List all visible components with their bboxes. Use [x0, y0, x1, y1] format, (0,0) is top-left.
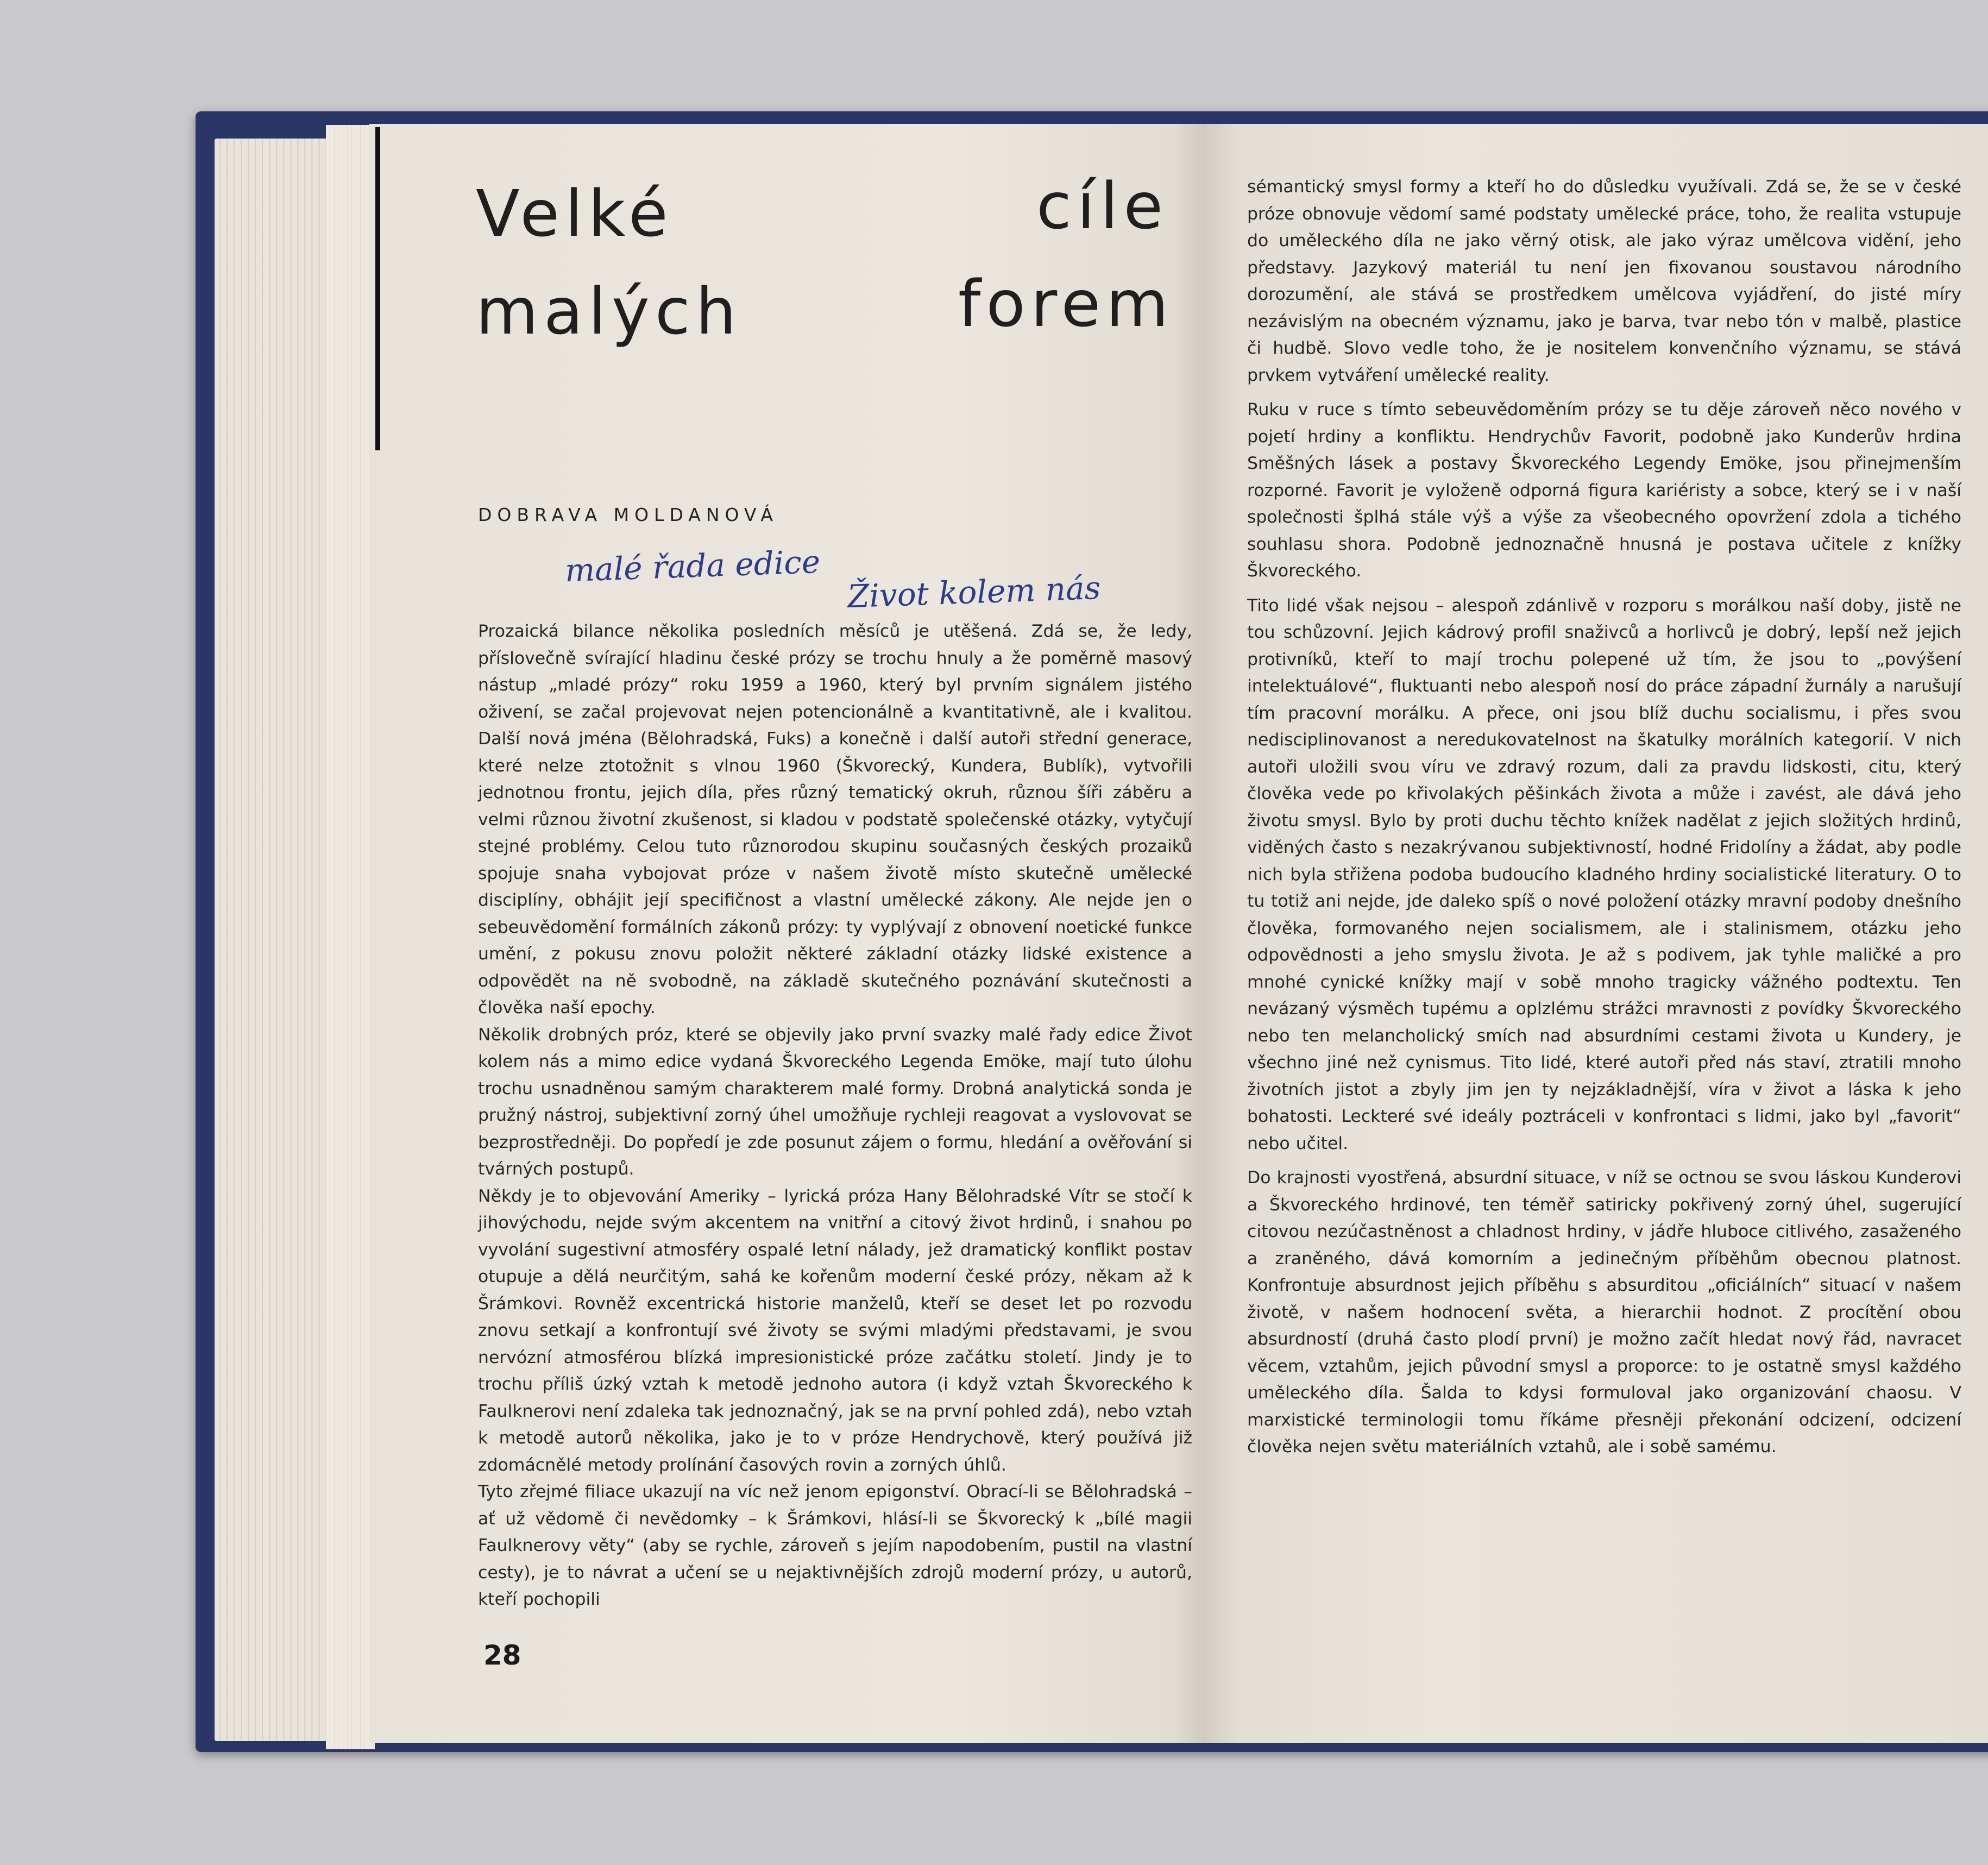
- left-page: [369, 124, 1206, 1743]
- page-number: 28: [483, 1640, 521, 1671]
- left-paragraph-2: Několik drobných próz, které se objevily jako první svazky malé řady edice Život kolem nás a mimo edice vydaná Škvoreckého Legenda Emöke, mají tuto úlohu trochu usnadněnou samým charakterem malé formy. Drobná analytická sonda je pružný nástroj, subjektivní zorný úhel umožňuje rychleji reagovat a vyslovovat se bezprostředněji. Do popředí je zde posunut zájem o formu, hledání a ověřování si tvárných postupů.: [478, 1025, 1192, 1179]
- left-column: [478, 618, 1192, 1613]
- right-paragraph-2: Ruku v ruce s tímto sebeuvědoměním prózy se tu děje zároveň něco nového v pojetí hrdiny a konfliktu. Hendrychův Favorit, podobně jako Kunderův hrdina Směšných lásek a postavy Škvoreckého Legendy Emöke, jsou přinejmenším rozporné. Favorit je vyloženě odporná figura kariéristy a sobce, který se i v naší společnosti šplhá stále výš a výše za všeobecného opovržení zdola a tichého souhlasu shora. Podobně jednoznačně hnusná je postava učitele z knížky Škvoreckého.: [1247, 400, 1961, 581]
- title-rule: [375, 127, 380, 450]
- title-word-malych: malých: [476, 274, 742, 349]
- right-column: [1247, 174, 1961, 1461]
- left-paragraph-3: Někdy je to objevování Ameriky – lyrická próza Hany Bělohradské Vítr se stočí k jihovýchodu, nejde svým akcentem na vnitřní a citový život hrdinů, i snahou po vyvolání sugestivní atmosféry ospalé letní nálady, jež dramatický konflikt postav otupuje a dělá neurčitým, sahá ke kořenům moderní české prózy, někam až k Šrámkovi. Rovněž excentrická historie manželů, kteří se deset let po rozvodu znovu setkají a konfrontují své životy se svými mladými představami, je svou nervózní atmosférou blízká impresionistické próze začátku století. Jindy je to trochu příliš úzký vztah k metodě jednoho autora (i když vztah Škvoreckého k Faulknerovi není zdaleka tak jednoznačný, jak se na první pohled zdá), nebo vztah k metodě autorů několika, jako je to v próze Hendrychově, který používá již zdomácnělé metody prolínání časových rovin a zorných úhlů.: [478, 1186, 1192, 1475]
- handwritten-note-line1: malé řada edice: [564, 543, 821, 589]
- title-word-velke: Velké: [476, 176, 674, 251]
- author-name: DOBRAVA MOLDANOVÁ: [478, 504, 778, 525]
- right-paragraph-3: Tito lidé však nejsou – alespoň zdánlivě v rozporu s morálkou naší doby, jistě ne tou schůzovní. Jejich kádrový profil snaživců a horlivců je dobrý, lepší než jejich protivníků, kteří to mají trochu polepené už tím, že jsou to „povýšení intelektuálové“, fluktuanti nebo alespoň nosí do práce západní žurnály a narušují tím pracovní morálku. A přece, oni jsou blíž duchu socialismu, i přes svou nedisciplinovanost a neredukovatelnost na škatulky morálních kategorií. V nich autoři uložili svou víru ve zdravý rozum, dali za pravdu lidskosti, citu, který člověka vede po křivolakých pěšinkách života a může i zavést, ale dává jeho životu smysl. Bylo by proti duchu těchto knížek nadělat z jejich složitých hrdinů, viděných často s nezakrývanou subjektivností, hodné Fridolíny a žádat, aby podle nich byla střižena podoba budoucího kladného hrdiny socialistické literatury. O to tu totiž ani nejde, jde daleko spíš o nové položení otázky mravní podoby dnešního člověka, formovaného nejen socialismem, ale i stalinismem, otázku jeho odpovědnosti a jeho smyslu života. Je až s podivem, jak tyhle maličké a pro mnohé cynické knížky mají v sobě mnoho tragicky vážného podtextu. Ten nevázaný výsměch tupému a oplzlému strážci mravnosti z povídky Škvoreckého nebo ten melancholický smích nad absurdními cestami života u Kundery, je všechno jiné než cynismus. Tito lidé, které autoři před nás staví, ztratili mnoho životních jistot a zbyly jim jen ty nejzákladnější, víra v život a láska k jeho bohatosti. Leckteré své ideály poztráceli v konfrontaci s lidmi, jako byl „favorit“ nebo učitel.: [1247, 595, 1961, 1153]
- title-word-cile: cíle: [1036, 168, 1169, 243]
- page-edges-inner: [326, 125, 375, 1749]
- right-paragraph-1: sémantický smysl formy a kteří ho do důsledku využívali. Zdá se, že se v české próze obnovuje vědomí samé podstaty umělecké práce, toho, že realita vstupuje do uměleckého díla ne jako věrný otisk, ale jako výraz umělcova vidění, jeho představy. Jazykový materiál tu není jen fixovanou soustavou národního dorozumění, ale stává se prostředkem umělcova vyjádření, do jisté míry nezávislým na obecném významu, jako je barva, tvar nebo tón v malbě, plastice či hudbě. Slovo vedle toho, že je nositelem konvenčního významu, se stává prvkem vytváření umělecké reality.: [1247, 177, 1961, 385]
- right-paragraph-4: Do krajnosti vyostřená, absurdní situace, v níž se octnou se svou láskou Kunderovi a Škvoreckého hrdinové, ten téměř satiricky pokřivený zorný úhel, sugerující citovou nezúčastněnost a chladnost hrdiny, v jádře hluboce citlivého, zasaženého a zraněného, dává komorním a jedinečným příběhům obecnou platnost. Konfrontuje absurdnost jejich příběhu s absurditou „oficiálních“ situací v našem životě, v našem hodnocení světa, a hierarchii hodnot. Z procítění obou absurdností (druhá často plodí první) je možno začít hledat nový řád, navracet věcem, vztahům, jejich původní smysl a proporce: to je ostatně smysl každého uměleckého díla. Šalda to kdysi formuloval jako organizování chaosu. V marxistické terminologii tomu říkáme přesněji překonání odcizení, odcizení člověka nejen světu materiálních vztahů, ale i sobě samému.: [1247, 1168, 1961, 1456]
- handwritten-note-line2: Život kolem nás: [846, 569, 1102, 616]
- left-paragraph-1: Prozaická bilance několika posledních měsíců je utěšená. Zdá se, že ledy, příslovečně svírající hladinu české prózy se trochu hnuly a že poměrně masový nástup „mladé prózy“ roku 1959 a 1960, který byl prvním signálem jistého oživení, se začal projevovat nejen potencionálně a kvantitativně, ale i kvalitou. Další nová jména (Bělohradská, Fuks) a konečně i další autoři střední generace, které nelze ztotožnit s vlnou 1960 (Škvorecký, Kundera, Bublík), vytvořili jednotnou frontu, jejich díla, přes různý tematický okruh, různou šíři záběru a velmi různou životní zkušenost, si kladou v podstatě společenské otázky, vytyčují stejné problémy. Celou tuto různorodou skupinu současných českých prozaiků spojuje snaha vybojovat próze v našem životě místo skutečně umělecké disciplíny, obhájit její specifičnost a vlastní umělecké zákony. Ale nejde jen o sebeuvědomění formálních zákonů prózy: ty vyplývají z obnovení noetické funkce umění, z pokusu znovu položit některé základní otázky lidské existence a odpovědět na ně svobodně, na základě skutečného poznávání skutečnosti a člověka naší epochy.: [478, 621, 1192, 1018]
- page-spread: [369, 124, 1988, 1743]
- title-word-forem: forem: [958, 266, 1174, 341]
- right-page: [1206, 124, 1988, 1743]
- left-paragraph-4: Tyto zřejmé filiace ukazují na víc než jenom epigonství. Obrací-li se Bělohradská – ať už vědomě či nevědomky – k Šrámkovi, hlásí-li se Škvorecký k „bílé magii Faulknerovy věty“ (aby se rychle, zároveň s jejím napodobením, pustil na vlastní cesty), je to návrat a učení se u nejaktivnějších zdrojů moderní prózy, u autorů, kteří pochopili: [478, 1482, 1192, 1609]
